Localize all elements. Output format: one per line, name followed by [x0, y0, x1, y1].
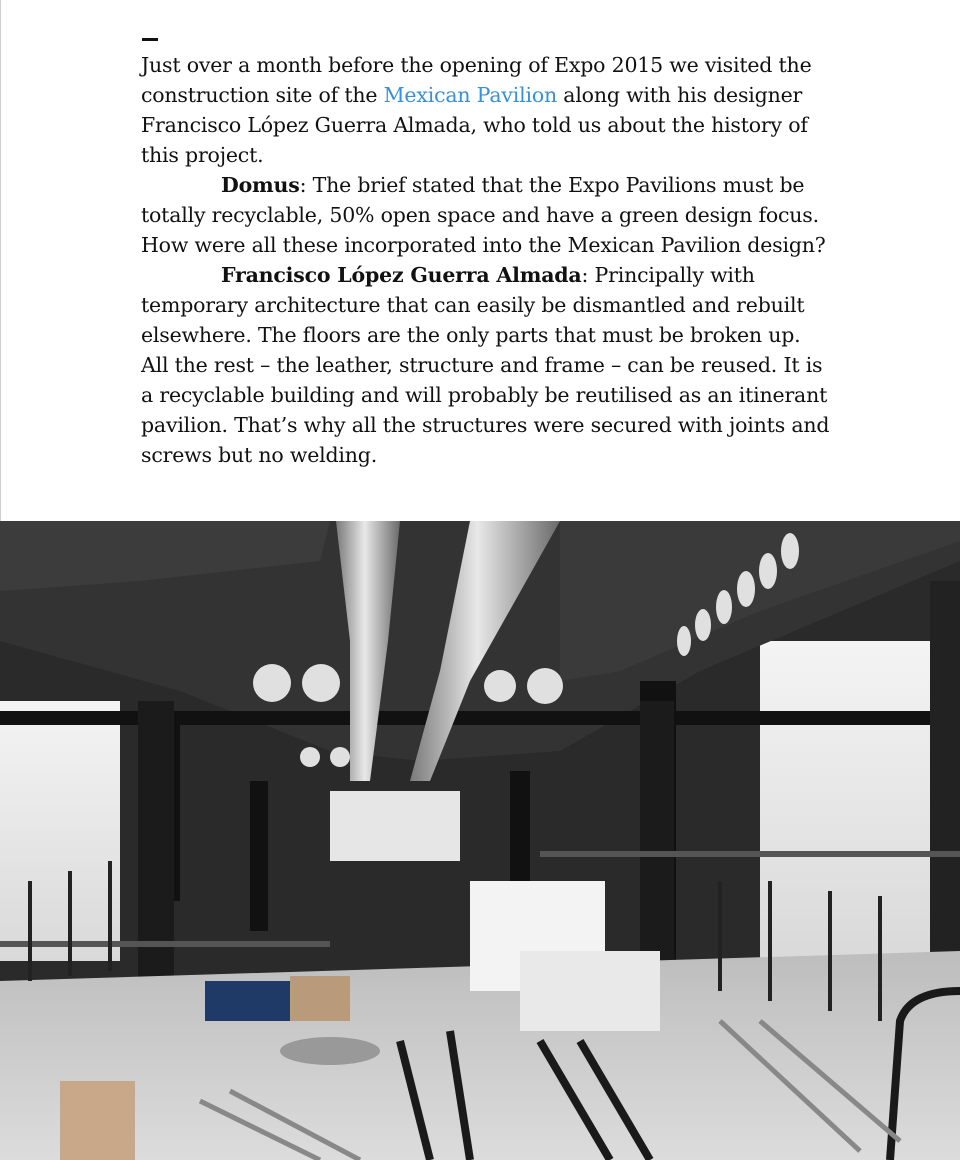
article-body: [141, 50, 831, 470]
answer-paragraph: [141, 260, 831, 470]
mexican-pavilion-link[interactable]: Mexican Pavilion: [383, 83, 557, 107]
section-dash: [142, 38, 158, 41]
answer-text: : Principally with temporary architecture that can easily be dismantled and rebuilt elsewhere. The floors are the only parts that must be broken up. All the rest – the leather, structure and frame – can be reused. It is a recyclable building and will probably be reutilised as an itinerant pavilion. That’s why all the structures were secured with joints and screws but no welding.: [141, 263, 830, 467]
page-left-border: [0, 0, 1, 522]
question-paragraph: [141, 170, 831, 260]
construction-site-photo: [0, 521, 960, 1160]
question-text: : The brief stated that the Expo Pavilions must be totally recyclable, 50% open space and have a green design focus. How were all these incorporated into the Mexican Pavilion design?: [141, 173, 826, 257]
answer-speaker: Francisco López Guerra Almada: [221, 263, 582, 287]
intro-paragraph: Just over a month before the opening of Expo 2015 we visited the construction site of the Mexican Pavilion along with his designer Francisco López Guerra Almada, who told us about the history of this project.: [141, 53, 812, 167]
question-speaker: Domus: [221, 173, 300, 197]
